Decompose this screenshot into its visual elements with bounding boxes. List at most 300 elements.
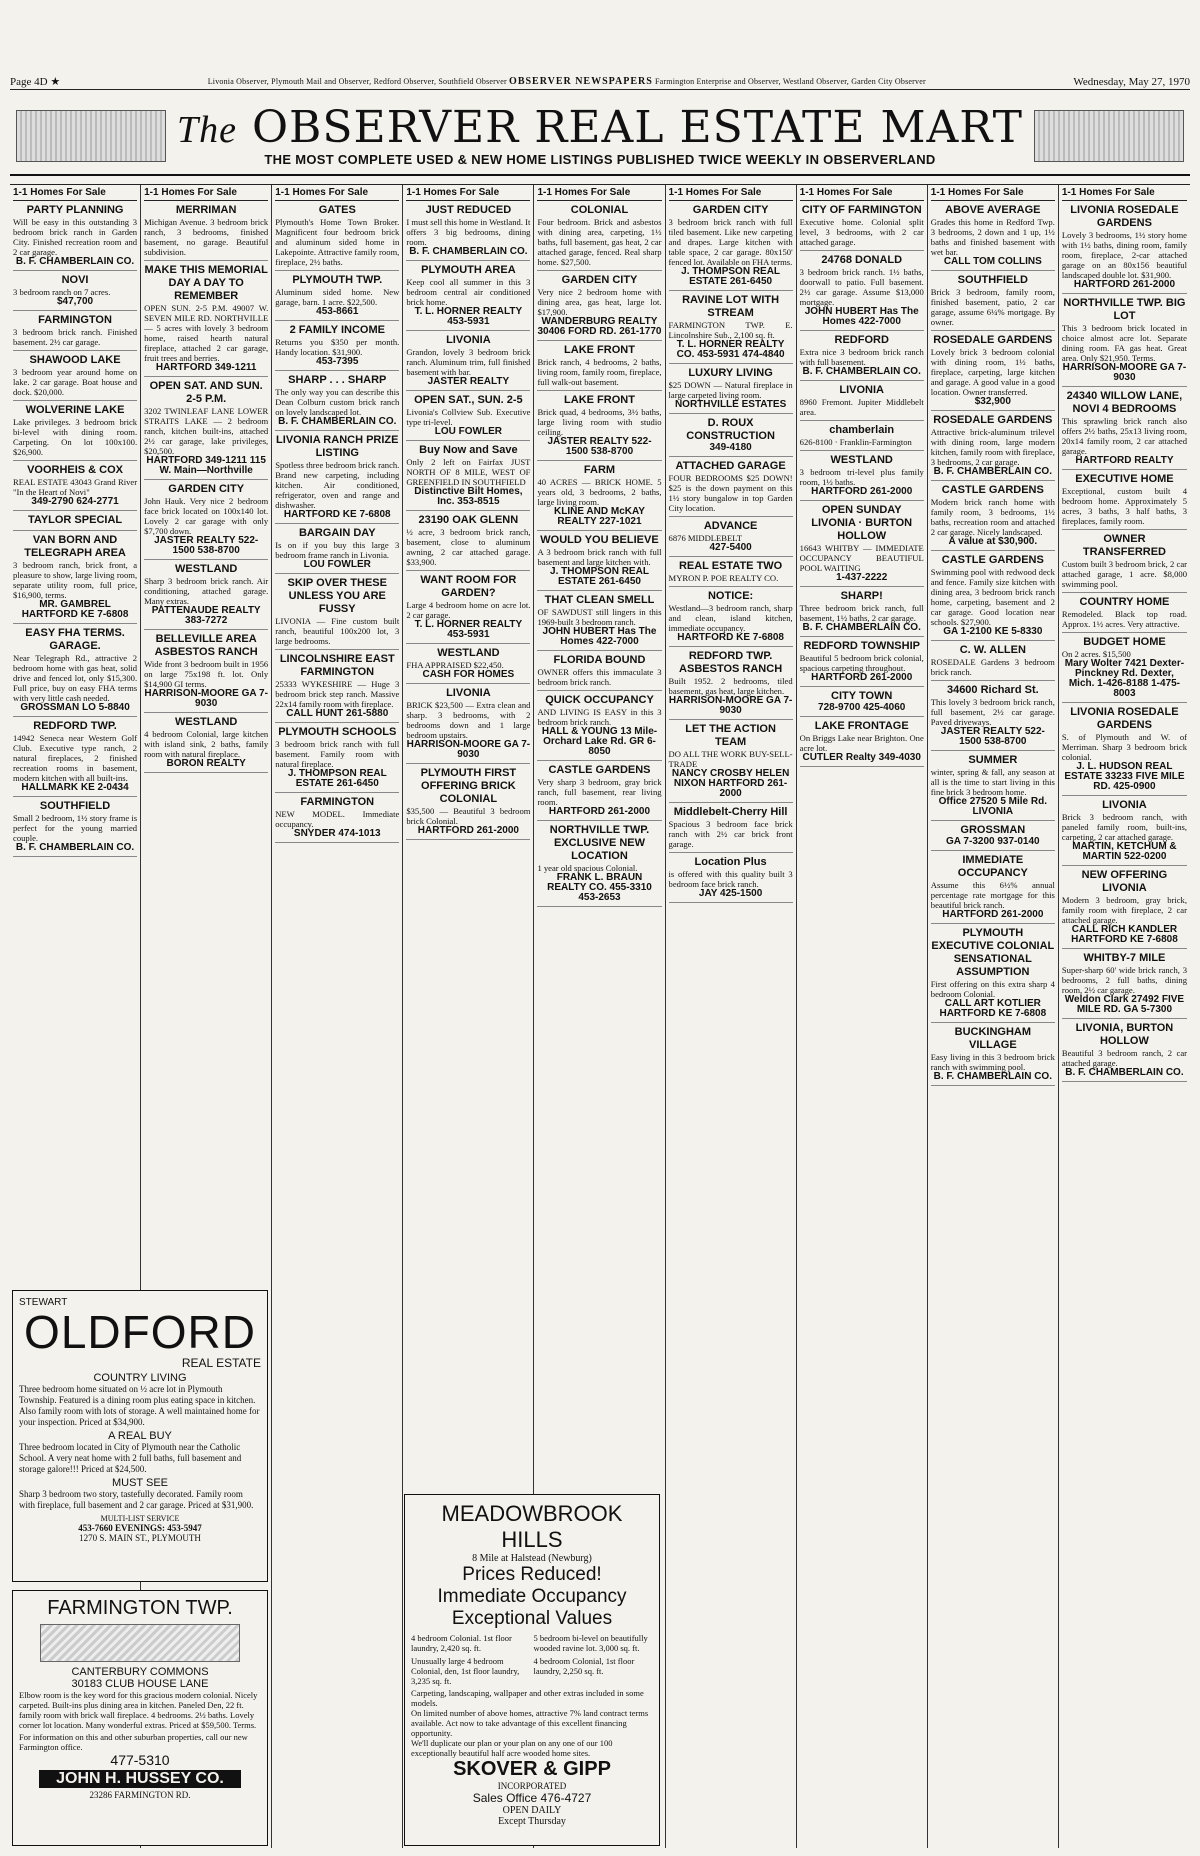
listing-heading: QUICK OCCUPANCY [545,694,654,706]
meadowbrook-sales-office: Sales Office 476-4727 [472,1791,592,1805]
listing-contact: 427-5400 [709,542,752,553]
listing-text: Grandon, lovely 3 bedroom brick ranch. Aluminum trim, full finished basement with bar. [406,347,531,377]
listing-ad [406,571,530,644]
listing-ad [800,201,924,251]
listing-contact: JASTER REALTY 522-1500 538-8700 [547,436,652,457]
listing-heading: VAN BORN AND TELEGRAPH AREA [24,534,126,559]
listing-contact: J. L. HUDSON REAL ESTATE 33233 FIVE MILE RD. 425-0900 [1064,761,1185,792]
listing-text: AND LIVING IS EASY in this 3 bedroom brick ranch. [537,707,662,727]
listing-heading: C. W. ALLEN [959,644,1026,656]
listing-contact: CALL TOM COLLINS [943,256,1042,267]
listing-text: A 3 bedroom brick ranch with full basement and large kitchen with. [537,547,662,567]
listing-text: Extra nice 3 bedroom brick ranch with full basement. [799,347,924,367]
paper-list-right: Farmington Enterprise and Observer, Westland Observer, Garden City Observer [655,77,926,86]
listing-heading: EASY FHA TERMS. GARAGE. [25,627,125,652]
listing-ad [1062,703,1187,796]
listing-heading: LAKE FRONT [564,344,635,356]
listing-ad [800,687,924,717]
listing-ad [13,797,137,857]
listing-heading: Location Plus [694,856,767,868]
listing-ad [800,331,924,381]
listing-text: Beautiful 3 bedroom ranch, 2 car attached garage. [1061,1048,1187,1068]
listing-text: Small 2 bedroom, 1½ story frame is perfect for the young married couple. [13,813,138,843]
listing-contact: JASTER REALTY 522-1500 538-8700 [154,535,259,556]
listing-heading: ROSEDALE GARDENS [933,414,1053,426]
meadowbrook-firm: SKOVER & GIPP [453,1758,611,1780]
listing-heading: WESTLAND [437,647,500,659]
listing-contact: HARTFORD 349-1211 115 W. Main—Northville [146,455,266,476]
listing-heading: WESTLAND [175,716,238,728]
listing-ad [406,441,530,511]
listing-heading: IMMEDIATE OCCUPANCY [957,854,1028,879]
listing-ad [669,557,793,587]
listing-ad [144,560,268,630]
paper-list-left: Livonia Observer, Plymouth Mail and Observer, Redford Observer, Southfield Observer [207,77,507,86]
listing-heading: PLYMOUTH FIRST OFFERING BRICK COLONIAL [420,767,517,805]
listing-ad [800,421,924,451]
listing-text: 626-8100 · Franklin-Farmington [799,437,912,447]
listing-heading: SOUTHFIELD [957,274,1028,286]
listing-contact: SNYDER 474-1013 [293,828,381,839]
listing-text: Is on if you buy this large 3 bedroom frame ranch in Livonia. [275,540,400,560]
listing-ad [1062,387,1187,470]
listing-ad [1062,1019,1187,1082]
listing-text: Returns you $350 per month. Handy location. $31,900. [275,337,400,357]
listing-heading: LIVONIA, BURTON HOLLOW [1075,1022,1174,1047]
listing-ad [669,517,793,557]
listing-ad [275,431,399,524]
listing-text: 25333 WYKESHIRE — Huge 3 bedroom brick step ranch. Massive 22x14 family room with fireplace. [275,679,400,709]
listing-contact: BORON REALTY [166,758,246,769]
listing-text: 3 bedroom ranch on 7 acres. [13,287,111,297]
listing-ad [1062,593,1187,633]
listing-heading: SKIP OVER THESE UNLESS YOU ARE FUSSY [287,577,387,615]
listing-text: ½ acre, 3 bedroom brick ranch, basement, close to aluminum awning, 2 car attached garage. $33,900. [406,527,531,567]
listing-ad [931,271,1055,331]
listing-text: Three bedroom brick ranch, full basement, 1½ baths, 2 car garage. [799,603,924,623]
listing-text: ROSEDALE Gardens 3 bedroom brick ranch. [930,657,1055,677]
listing-text: FARMINGTON TWP. E. Lincolnshire Sub., 2,100 sq. ft. [668,320,793,340]
meadowbrook-model-a: 4 bedroom Colonial. 1st floor laundry, 2,420 sq. ft. [411,1633,512,1653]
listing-text: 14942 Seneca near Western Golf Club. Executive type ranch, 2 natural fireplaces, 2 finished recreation rooms in basement, modern kitchen with all built-ins. [13,733,138,783]
listing-heading: REAL ESTATE TWO [678,560,783,572]
listing-text: Will be easy in this outstanding 3 bedroom brick ranch in Garden City. Finished recreation room and 2 car garage. [13,217,138,257]
house-photo [40,1624,240,1662]
column-heading: 1-1 Homes For Sale [669,185,793,201]
listing-ad [669,201,793,291]
listing-text: Four bedroom. Brick and asbestos with dining area, carpeting, 1½ baths, full basement, gas heat, 2 car attached garage, fenced. Real sharp home. $27,500. [537,217,662,267]
listing-heading: NOVI [61,274,89,286]
listing-ad [13,511,137,531]
listing-ad [537,651,661,691]
listing-contact: B. F. CHAMBERLAIN CO. [15,256,135,267]
listing-ad [1062,633,1187,703]
listing-ad [144,201,268,261]
listing-contact: B. F. CHAMBERLAIN CO. [15,842,135,853]
listing-contact: GA 1-2100 KE 5-8330 [943,626,1043,637]
listing-text: 8960 Fremont. Jupiter Middlebelt area. [799,397,924,417]
listing-text: 3 bedroom ranch, brick front, a pleasure to show, large living room, separate utility room, full price, $16,900, terms. [13,560,138,600]
column-3 [272,185,403,1848]
listing-heading: PLYMOUTH SCHOOLS [278,726,397,738]
listing-ad [537,341,661,391]
listing-heading: LIVONIA [446,687,491,699]
listing-ad [931,201,1055,271]
listing-text: Only 2 left on Fairfax JUST NORTH OF 8 MILE, WEST OF GREENFIELD IN SOUTHFIELD [406,457,531,487]
oldford-heading-2: A REAL BUY [108,1430,172,1442]
listing-ad [144,377,268,480]
listing-heading: GATES [318,204,356,216]
listing-heading: OWNER TRANSFERRED [1082,533,1166,558]
listing-text: First offering on this extra sharp 4 bedroom Colonial. [930,979,1055,999]
listing-text: OF SAWDUST still lingers in this 1969-built 3 bedroom ranch. [537,607,662,627]
meadowbrook-location: 8 Mile at Halstead (Newburg) [472,1553,592,1564]
listing-ad [1062,201,1187,294]
listing-heading: ADVANCE [703,520,758,532]
listing-heading: OPEN SAT., SUN. 2-5 [414,394,523,406]
listing-ad [275,371,399,431]
listing-heading: RAVINE LOT WITH STREAM [682,294,780,319]
listing-ad [406,201,530,261]
listing-heading: 24768 DONALD [821,254,903,266]
listing-text: Exceptional, custom built 4 bedroom home. Approximately 5 acres, 3 baths, 3 half baths, 3 fireplaces, family room. [1061,486,1187,526]
listing-ad [275,271,399,321]
listing-ad [669,853,793,903]
listing-ad [144,261,268,377]
listing-ad [1062,530,1187,593]
listing-text: Swimming pool with redwood deck and fence. Family size kitchen with dining area, 3 bedroom brick ranch home, carpeting, basement and 2 car garage. Good location near schools. $27,900. [930,567,1055,627]
meadowbrook-terms: On limited number of above homes, attractive 7% land contract terms available. Act now to take advantage of this excellent financing opportunity. [411,1708,649,1738]
issue-date: Wednesday, May 27, 1970 [1073,75,1190,88]
listing-contact: T. L. HORNER REALTY 453-5931 [414,306,523,327]
listing-heading: CASTLE GARDENS [941,484,1044,496]
listing-heading: LET THE ACTION TEAM [685,723,776,748]
masthead [10,96,1190,176]
listing-ad [931,551,1055,641]
listing-heading: BUDGET HOME [1083,636,1166,648]
listing-ad [144,713,268,773]
hussey-note: For information on this and other suburban properties, call our new Farmington office. [19,1732,248,1752]
listing-heading: PLYMOUTH AREA [421,264,516,276]
listing-contact: A value at $30,900. [948,536,1038,547]
listing-contact: $32,900 [974,396,1011,407]
listing-ad [537,691,661,761]
listing-text: Modern 3 bedroom, gray brick, family room with fireplace, 2 car attached garage. [1061,895,1187,925]
meadowbrook-model-d: 4 bedroom Colonial, 1st floor laundry, 2,250 sq. ft. [533,1656,635,1676]
listing-text: LIVONIA — Fine custom built ranch, beautiful 100x200 lot, 3 large bedrooms. [275,616,400,646]
listing-ad [537,531,661,591]
listing-heading: Buy Now and Save [419,444,518,456]
column-heading: 1-1 Homes For Sale [144,185,268,201]
listing-contact: JASTER REALTY [427,376,510,387]
listing-ad [406,331,530,391]
listing-text: I must sell this home in Westland. It offers 3 big bedrooms, dining room. [406,217,531,247]
listing-ad [800,251,924,331]
listing-contact: $47,700 [56,296,94,307]
listing-heading: LIVONIA [446,334,491,346]
meadowbrook-ad [404,1494,660,1846]
listing-ad [537,391,661,461]
listing-ad [275,650,399,723]
listing-contact: HARTFORD 261-2000 [1073,279,1176,290]
listing-contact: MR. GAMBREL HARTFORD KE 7-6808 [21,599,129,620]
oldford-text-1: Three bedroom home situated on ½ acre lot in Plymouth Township. Featured is a dining room plus eating space in kitchen. Also family room with lots of storage. A well maintained home for your inspection. Priced at $34,900. [19,1384,260,1427]
listing-contact: HARRISON-MOORE GA 7-9030 [144,688,268,709]
listing-text: is offered with this quality built 3 bedroom face brick ranch. [668,869,793,889]
listing-heading: LIVONIA ROSEDALE GARDENS [1070,706,1179,731]
listing-text: Easy living in this 3 bedroom brick ranch with swimming pool. [930,1052,1055,1072]
listing-ad [800,501,924,587]
listing-ad [537,761,661,821]
listing-contact: HARTFORD REALTY [1075,455,1174,466]
hussey-phone: 477-5310 [110,1752,170,1768]
listing-text: Assume this 6½% annual percentage rate mortgage for this beautiful brick ranch. [930,880,1055,910]
listing-text: 3202 TWINLEAF LANE LOWER STRAITS LAKE — 2 bedroom ranch, kitchen built-ins, attached 2½ car garage, lake privileges, $20,500. [144,406,269,456]
listing-ad [931,1023,1055,1086]
listing-text: 16643 WHITBY — IMMEDIATE OCCUPANCY BEAUTIFUL POOL WAITING [799,543,924,573]
listing-text: Spacious 3 bedroom face brick ranch with 2½ car brick front garage. [668,819,793,849]
oldford-name: OLDFORD [24,1306,256,1358]
listing-contact: FRANK L. BRAUN REALTY CO. 455-3310 453-2653 [547,872,652,903]
listing-ad [144,630,268,713]
listing-heading: SHAWOOD LAKE [29,354,121,366]
listing-heading: BUCKINGHAM VILLAGE [954,1026,1032,1051]
listing-ad [13,201,137,271]
listing-heading: 34600 Richard St. [946,684,1039,696]
meadowbrook-open: OPEN DAILY [502,1805,562,1816]
listing-heading: ABOVE AVERAGE [945,204,1041,216]
listing-text: $25 DOWN — Natural fireplace in large carpeted living room. [668,380,793,400]
listing-ad [13,461,137,511]
listing-contact: KLINE AND McKAY REALTY 227-1021 [554,506,645,527]
listing-text: Sharp 3 bedroom brick ranch. Air conditioning, attached garage. Many extras. [144,576,269,606]
listing-heading: WHITBY-7 MILE [1083,952,1166,964]
oldford-address: 1270 S. MAIN ST., PLYMOUTH [79,1533,201,1543]
listing-contact: B. F. CHAMBERLAIN CO. [802,366,921,377]
listing-ad [931,641,1055,681]
listing-ad [669,720,793,803]
hussey-street: 23286 FARMINGTON RD. [89,1790,191,1800]
listing-contact: HARTFORD 261-2000 [811,486,913,497]
listing-text: 40 ACRES — BRICK HOME. 5 years old, 3 bedrooms, 2 baths, large living room. [537,477,662,507]
listing-text: BRICK $23,500 — Extra clean and sharp. 3 bedrooms, with 2 bedrooms down and 1 large bedroom upstairs. [406,700,531,740]
listing-heading: NOTICE: [707,590,754,602]
listing-contact: NANCY CROSBY HELEN NIXON HARTFORD 261-2000 [671,768,790,799]
listing-heading: EXECUTIVE HOME [1075,473,1174,485]
listing-contact: NORTHVILLE ESTATES [674,399,787,410]
listing-heading: 24340 WILLOW LANE, NOVI 4 BEDROOMS [1066,390,1183,415]
listing-text: Lovely 3 bedrooms, 1½ story home with 1½ baths, dining room, family room, fireplace, 2-car attached garage on an 80x156 beautiful landscaped double lot. $31,900. [1061,230,1187,280]
listing-heading: VOORHEIS & COX [27,464,124,476]
listing-heading: WESTLAND [830,454,893,466]
listing-heading: GARDEN CITY [168,483,245,495]
listing-contact: 349-4180 [709,442,752,453]
listing-contact: HARTFORD 261-2000 [548,806,651,817]
listing-text: OWNER offers this immaculate 3 bedroom brick ranch. [537,667,662,687]
listing-text: 3 bedroom brick ranch with full basement. Family room with natural fireplace. [275,739,400,769]
listing-heading: WANT ROOM FOR GARDEN? [420,574,517,599]
listing-heading: SOUTHFIELD [39,800,111,812]
listing-heading: LAKE FRONT [564,394,635,406]
column-7 [797,185,928,1848]
oldford-service: MULTI-LIST SERVICE [100,1514,180,1523]
listing-heading: SHARP . . . SHARP [288,374,387,386]
listing-text: REAL ESTATE 43043 Grand River "In the Heart of Novi" [13,477,138,497]
listing-heading: MAKE THIS MEMORIAL DAY A DAY TO REMEMBER [144,264,268,302]
listing-ad [800,587,924,637]
oldford-heading-1: COUNTRY LIVING [93,1372,187,1384]
listing-heading: 2 FAMILY INCOME [289,324,385,336]
listing-text: Aluminum sided home. New garage, barn. 1 acre. $22,500. [275,287,400,307]
listing-contact: Office 27520 5 Mile Rd. LIVONIA [938,796,1048,817]
listing-text: 3 bedroom brick ranch. Finished basement. 2½ car garage. [13,327,138,347]
listing-heading: CASTLE GARDENS [941,554,1044,566]
listing-text: Keep cool all summer in this 3 bedroom central air conditioned brick home. [406,277,531,307]
listing-heading: OPEN SUNDAY LIVONIA · BURTON HOLLOW [811,504,913,542]
listing-heading: FARM [583,464,616,476]
masthead-the: The [176,109,237,151]
listing-contact: HARTFORD KE 7-6808 [283,509,391,520]
listing-contact: Mary Wolter 7421 Dexter-Pinckney Rd. Dexter, Mich. 1-426-8188 1-475-8003 [1064,658,1185,699]
listing-ad [1062,796,1187,866]
listing-heading: 23190 OAK GLENN [418,514,519,526]
listing-text: Brick 3 bedroom, family room, finished basement, patio, 2 car garage, assume 6¼% mortgage. By owner. [930,287,1055,327]
listing-text: Livonia's Collview Sub. Executive type tri-level. [406,407,531,427]
listing-ad [537,461,661,531]
listing-contact: LOU FOWLER [303,559,371,570]
listing-contact: WANDERBURG REALTY 30406 FORD RD. 261-1770 [537,316,662,337]
listing-contact: Distinctive Bilt Homes, Inc. 353-8515 [414,486,523,507]
listing-contact: J. THOMPSON REAL ESTATE 261-6450 [287,768,387,789]
listing-ad [931,821,1055,851]
listing-text: Attractive brick-aluminum trilevel with dining room, large modern kitchen, family room with fireplace, 3 bedrooms, 2 car garage. [930,427,1055,467]
listing-heading: THAT CLEAN SMELL [544,594,655,606]
listing-text: Spotless three bedroom brick ranch. Brand new carpeting, including kitchen. Air conditioned, refrigerator, oven and range and dishwasher. [275,460,400,510]
listing-contact: 1-437-2222 [836,572,888,583]
listing-contact: HALLMARK KE 2-0434 [21,782,129,793]
listing-contact: 349-2790 624-2771 [31,496,119,507]
listing-ad [275,574,399,650]
listing-text: FHA APPRAISED $22,450. [406,660,504,670]
listing-ad [406,764,530,840]
column-heading: 1-1 Homes For Sale [275,185,399,201]
listing-contact: B. F. CHAMBERLAIN CO. [409,246,528,257]
listing-heading: REDFORD TOWNSHIP [803,640,920,652]
listing-contact: HALL & YOUNG 13 Mile-Orchard Lake Rd. GR 6-8050 [541,726,658,757]
listing-ad [13,401,137,461]
listing-ad [931,681,1055,751]
masthead-title [10,102,1190,153]
listing-ad [669,587,793,647]
listing-text: DO ALL THE WORK BUY-SELL-TRADE [668,749,793,769]
listing-heading: LIVONIA RANCH PRIZE LISTING [276,434,399,459]
listing-text: 3 bedroom brick ranch with full tiled basement. Like new carpeting and drapes. Large kitchen with table space, 2 car garage. 80x150' fenced lot. Available on FHA terms. [668,217,793,267]
listing-ad [13,624,137,717]
listing-text: Lovely brick 3 bedroom colonial with dining room, 1½ baths, fireplace, carpeting, large kitchen and garage. A good value in a good location. Owner transferred. [930,347,1055,397]
meadowbrook-inc: INCORPORATED [497,1781,567,1791]
listing-ad [13,271,137,311]
listing-text: Plymouth's Home Town Broker. Magnificent four bedroom brick and aluminum sided home in Lakepointe. Attractive family room, fireplace, 2½ baths. [275,217,400,267]
listing-ad [275,201,399,271]
listing-text: $35,500 — Beautiful 3 bedroom brick Colonial. [406,806,531,826]
listing-ad [537,271,661,341]
oldford-heading-3: MUST SEE [111,1477,169,1489]
listing-heading: GARDEN CITY [561,274,638,286]
listing-heading: LUXURY LIVING [688,367,773,379]
listing-text: 3 bedroom brick ranch. 1½ baths, doorwall to patio. Full basement. 2½ car garage. Assume $13,000 mortgage. [799,267,924,307]
column-heading: 1-1 Homes For Sale [931,185,1055,201]
page-number: Page 4D ★ [10,76,61,88]
listing-heading: OPEN SAT. AND SUN. 2-5 P.M. [149,380,263,405]
listing-heading: PLYMOUTH EXECUTIVE COLONIAL SENSATIONAL ASSUMPTION [931,927,1055,978]
listing-ad [931,751,1055,821]
listing-text: winter, spring & fall, any season at all is the time to start living in this fine brick 3 bedroom home. [930,767,1055,797]
listing-heading: NORTHVILLE TWP. EXCLUSIVE NEW LOCATION [549,824,650,862]
listing-heading: SHARP! [840,590,883,602]
listing-heading: TAYLOR SPECIAL [27,514,123,526]
listing-text: Michigan Avenue. 3 bedroom brick ranch, 3 bedrooms, finished basement, no garage. Beautiful subdivision. [144,217,269,257]
column-heading: 1-1 Homes For Sale [406,185,530,201]
listing-ad [406,391,530,441]
listing-text: Remodeled. Black top road. Approx. 1½ acres. Very attractive. [1061,609,1187,629]
listing-text: Large 4 bedroom home on acre lot. 2 car garage. [406,600,531,620]
meadowbrook-line-3: Exceptional Values [451,1608,613,1629]
listing-heading: LINCOLNSHIRE EAST FARMINGTON [279,653,395,678]
listing-heading: CASTLE GARDENS [548,764,651,776]
listing-contact: T. L. HORNER REALTY 453-5931 [414,619,523,640]
meadowbrook-sites: We'll duplicate our plan or your plan on any one of our 100 exceptionally beautiful half acre wooded home sites. [411,1738,613,1758]
listing-ad [275,321,399,371]
listing-heading: MERRIMAN [175,204,237,216]
listing-ad [669,414,793,457]
listing-text: Brick ranch, 4 bedrooms, 2 baths, living room, family room, fireplace, full walk-out basement. [537,357,662,387]
listing-heading: chamberlain [829,424,895,436]
listing-contact: HARTFORD 261-2000 [942,909,1044,920]
listing-contact: HARTFORD KE 7-6808 [677,632,784,643]
listing-text: Very nice 2 bedroom home with dining area, gas heat, large lot. $17,900. [537,287,662,317]
listing-contact: CASH FOR HOMES [422,669,515,680]
listing-text: MYRON P. POE REALTY CO. [668,573,779,583]
masthead-title-text: OBSERVER REAL ESTATE MART [251,102,1024,153]
listing-heading: COUNTRY HOME [1079,596,1170,608]
listing-text: Very sharp 3 bedroom, gray brick ranch, full basement, rear living room. [537,777,662,807]
meadowbrook-line-2: Immediate Occupancy [437,1586,627,1607]
meadowbrook-line-1: Prices Reduced! [462,1564,602,1585]
listing-ad [13,531,137,624]
listing-contact: HARRISON-MOORE GA 7-9030 [406,739,531,760]
listing-text: On 2 acres. $15,500 [1061,649,1131,659]
listing-text: Brick quad, 4 bedrooms, 3½ baths, large living room with studio ceiling. [537,407,662,437]
listing-contact: HARTFORD 349-1211 [155,362,257,373]
listing-heading: COLONIAL [570,204,629,216]
listing-ad [1062,949,1187,1019]
listing-heading: NORTHVILLE TWP. BIG LOT [1063,297,1186,322]
oldford-phones: 453-7660 EVENINGS: 453-5947 [78,1523,202,1533]
listing-heading: JUST REDUCED [425,204,512,216]
listing-heading: Middlebelt-Cherry Hill [673,806,788,818]
listing-contact: 453-8661 [316,306,359,317]
listing-heading: FLORIDA BOUND [553,654,646,666]
listing-ad [406,684,530,764]
listing-heading: BARGAIN DAY [298,527,376,539]
column-heading: 1-1 Homes For Sale [1062,185,1187,201]
hussey-firm: JOHN H. HUSSEY CO. [39,1770,241,1788]
listing-heading: REDFORD TWP. ASBESTOS RANCH [679,650,783,675]
listing-heading: CITY OF FARMINGTON [801,204,922,216]
oldford-text-2: Three bedroom located in City of Plymouth near the Catholic School. A very neat home with 2 full baths, full basement and storage galore!!! Priced at $24,500. [19,1442,242,1474]
listing-ad [13,717,137,797]
listing-contact: B. F. CHAMBERLAIN CO. [933,1071,1052,1082]
